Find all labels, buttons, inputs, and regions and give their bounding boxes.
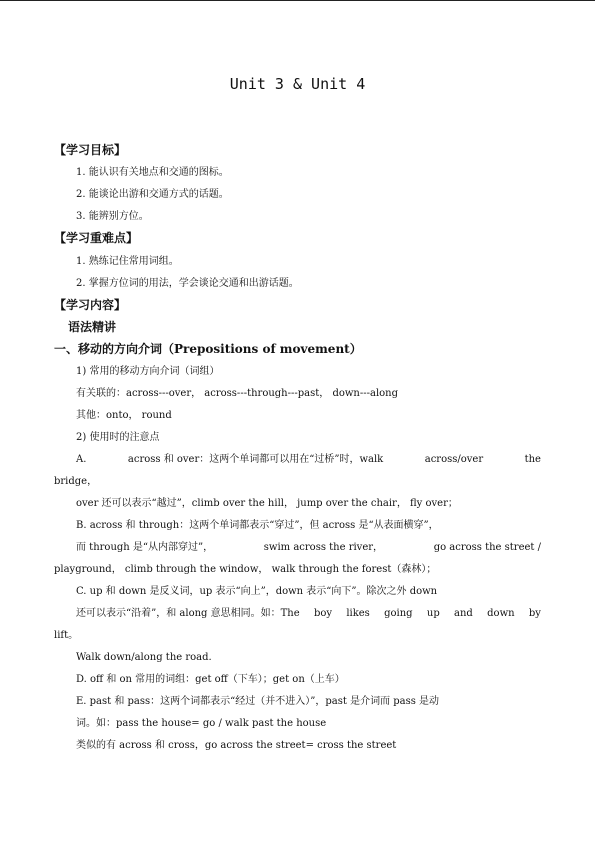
paragraph-line-e: E. past 和 pass：这两个词都表示“经过（并不进入）”，past 是介词而 pass 是动: [76, 696, 440, 707]
paragraph-line: lift。: [54, 630, 79, 641]
key-item-2: 2. 掌握方位词的用法，学会谈论交通和出游话题。: [76, 278, 299, 289]
text-span: going: [384, 608, 413, 619]
text-span: and: [454, 608, 473, 619]
text-span: swim across the river，: [263, 542, 384, 553]
text-span: the: [524, 454, 541, 465]
paragraph-line: 类似的有 across 和 cross，go across the street= cross the street: [76, 740, 397, 751]
text-span: across/over: [424, 454, 484, 465]
top-rule: [0, 0, 595, 1]
part-heading-prepositions: 一、移动的方向介词（Prepositions of movement）: [54, 342, 362, 356]
goal-item-3: 3. 能辨别方位。: [76, 211, 149, 222]
text-span: down: [487, 608, 515, 619]
goal-item-1: 1. 能认识有关地点和交通的图标。: [76, 167, 229, 178]
paragraph-line-c: C. up 和 down 是反义词，up 表示“向上”，down 表示“向下”。除次之外 down: [76, 586, 438, 597]
paragraph-line: 词。如：pass the house= go / walk past the house: [76, 718, 327, 729]
page-title: Unit 3 & Unit 4: [229, 75, 366, 93]
paragraph-line-d: D. off 和 on 常用的词组：get off（下车）；get on（上车）: [76, 674, 345, 685]
paragraph-line: bridge，: [54, 476, 98, 487]
key-item-1: 1. 熟练记住常用词组。: [76, 256, 179, 267]
section-heading-goals: 【学习目标】: [54, 143, 127, 157]
text-span: across 和 over：这两个单词都可以用在“过桥”时，walk: [127, 454, 384, 465]
paragraph-line: 2) 使用时的注意点: [76, 432, 160, 443]
paragraph-line: Walk down/along the road.: [76, 652, 212, 663]
subheading-grammar: 语法精讲: [68, 320, 117, 334]
text-span: likes: [346, 608, 370, 619]
list-marker: A.: [76, 454, 87, 465]
paragraph-line: playground， climb through the window， walk through the forest（森林）；: [54, 564, 437, 575]
section-heading-content: 【学习内容】: [54, 298, 127, 312]
paragraph-line: 有关联的：across---over， across---through---past， down---along: [76, 388, 399, 399]
paragraph-line: 其他：onto， round: [76, 410, 172, 421]
paragraph-line: [76, 541, 541, 555]
paragraph-line: [76, 607, 541, 621]
text-span: by: [528, 608, 541, 619]
paragraph-line-b: B. across 和 through：这两个单词都表示“穿过”，但 across 是“从表面横穿”，: [76, 520, 439, 531]
paragraph-line-a: [76, 453, 541, 467]
paragraph-line: 1) 常用的移动方向介词（词组）: [76, 366, 220, 377]
text-span: 而 through 是“从内部穿过”，: [76, 542, 214, 553]
text-span: boy: [313, 608, 333, 619]
text-span: go across the street /: [433, 542, 541, 553]
section-heading-key-points: 【学习重难点】: [54, 231, 139, 245]
paragraph-line: over 还可以表示“越过”，climb over the hill， jump over the chair， fly over；: [76, 498, 458, 509]
goal-item-2: 2. 能谈论出游和交通方式的话题。: [76, 189, 229, 200]
text-span: up: [426, 608, 440, 619]
text-span: 还可以表示“沿着”，和 along 意思相同。如：The: [76, 608, 300, 619]
